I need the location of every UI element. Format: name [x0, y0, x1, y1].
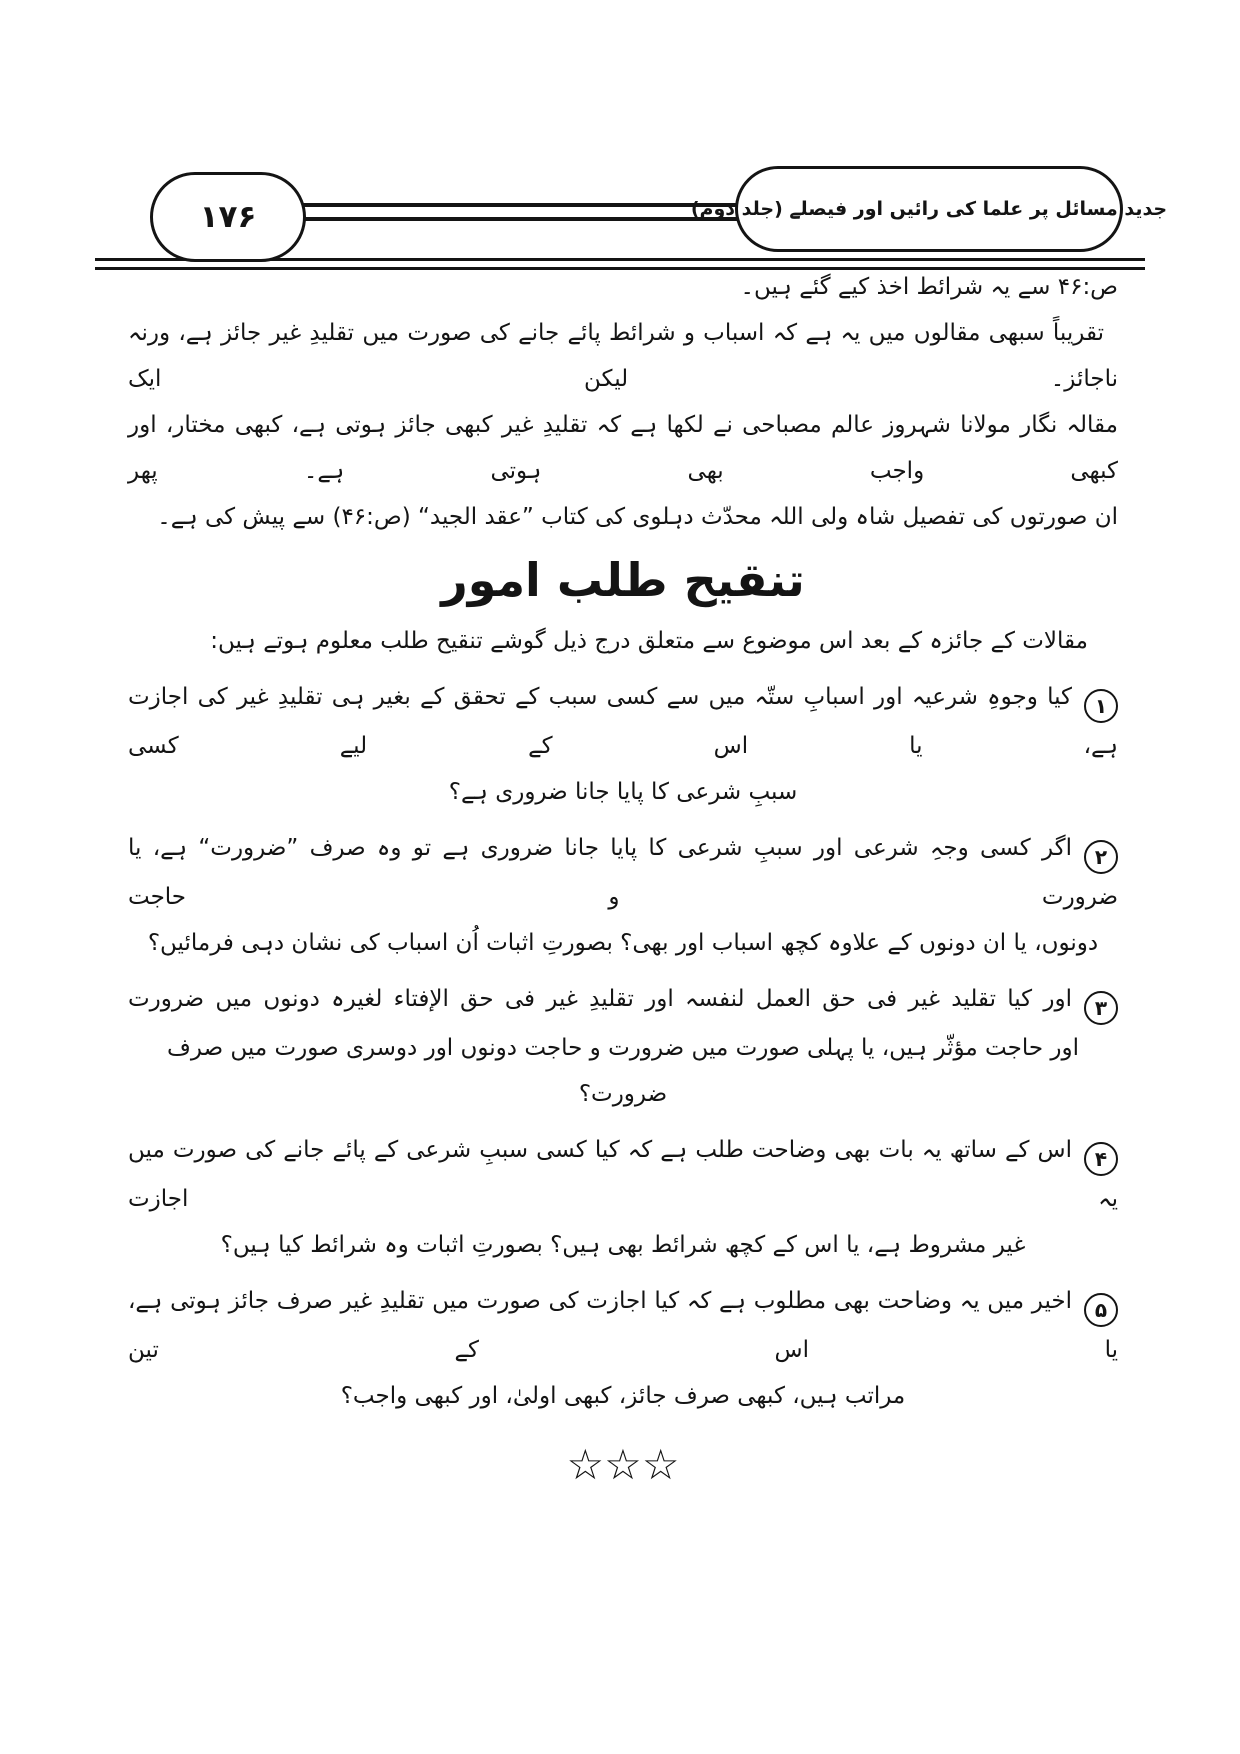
- point-text: اگر کسی وجہِ شرعی اور سببِ شرعی کا پایا جانا ضروری ہے تو وہ صرف ”ضرورت“ ہے، یا ضرورت و حاجت: [128, 835, 1118, 910]
- paragraph-line: تقریباً سبھی مقالوں میں یہ ہے کہ اسباب و شرائط پائے جانے کی صورت میں تقلیدِ غیر جائز ہے، ورنہ ناجائز۔ لیکن ایک: [128, 320, 1118, 392]
- point-text: اخیر میں یہ وضاحت بھی مطلوب ہے کہ کیا اجازت کی صورت میں تقلیدِ غیر صرف جائز ہوتی ہے، یا اس کے تین: [128, 1288, 1118, 1363]
- numbered-point: [128, 1127, 1118, 1268]
- paragraph-line: ان صورتوں کی تفصیل شاہ ولی اللہ محدّث دہلوی کی کتاب ”عقد الجید“ (ص:۴۶) سے پیش کی ہے۔: [157, 504, 1118, 530]
- point-text: کیا وجوہِ شرعیہ اور اسبابِ ستّہ میں سے کسی سبب کے تحقق کے بغیر ہی تقلیدِ غیر کی اجازت ہے، یا اس کے لیے کسی: [128, 684, 1118, 759]
- point-line-1: [128, 825, 1118, 920]
- point-number-badge: ۵: [1084, 1293, 1118, 1327]
- page-body: [128, 264, 1118, 1495]
- paragraph-line: مقالہ نگار مولانا شہروز عالم مصباحی نے لکھا ہے کہ تقلیدِ غیر کبھی جائز ہوتی ہے، کبھی مختار، اور کبھی واجب بھی ہوتی ہے۔ پھر: [128, 412, 1118, 484]
- page-number-badge: [150, 172, 306, 262]
- numbered-point: [128, 674, 1118, 815]
- point-line-1: [128, 1278, 1118, 1373]
- point-line-1: [128, 976, 1118, 1025]
- book-title: جدید مسائل پر علما کی رائیں اور فیصلے (جلد دوم): [690, 198, 1168, 220]
- point-line-2: غیر مشروط ہے، یا اس کے کچھ شرائط بھی ہیں؟ بصورتِ اثبات وہ شرائط کیا ہیں؟: [220, 1232, 1026, 1258]
- point-number-badge: ۳: [1084, 991, 1118, 1025]
- header-rule-connector: [296, 203, 740, 221]
- page-number: ۱۷۶: [199, 199, 257, 235]
- point-line-1: [128, 1127, 1118, 1222]
- intro-line: مقالات کے جائزہ کے بعد اس موضوع سے متعلق درج ذیل گوشے تنقیح طلب معلوم ہوتے ہیں:: [210, 628, 1088, 654]
- point-line-2: سببِ شرعی کا پایا جانا ضروری ہے؟: [448, 779, 798, 805]
- point-line-2: مراتب ہیں، کبھی صرف جائز، کبھی اولیٰ، اور کبھی واجب؟: [340, 1383, 906, 1409]
- opening-line: ص:۴۶ سے یہ شرائط اخذ کیے گئے ہیں۔: [740, 274, 1118, 300]
- star-ornament-icon: ☆☆☆: [566, 1440, 680, 1489]
- numbered-point: [128, 825, 1118, 966]
- point-number-badge: ۲: [1084, 840, 1118, 874]
- numbered-point: [128, 976, 1118, 1117]
- point-number-badge: ۱: [1084, 689, 1118, 723]
- point-text: اور کیا تقلید غیر فی حق العمل لنفسہ اور تقلیدِ غیر فی حق الإفتاء لغیرہ دونوں میں ضرورت: [128, 986, 1072, 1012]
- running-title-oval: [690, 166, 1168, 252]
- point-line-2: دونوں، یا ان دونوں کے علاوہ کچھ اسباب اور بھی؟ بصورتِ اثبات اُن اسباب کی نشان دہی فرمائیں؟: [147, 930, 1099, 956]
- point-line-1: [128, 674, 1118, 769]
- point-number-badge: ۴: [1084, 1142, 1118, 1176]
- point-text: اس کے ساتھ یہ بات بھی وضاحت طلب ہے کہ کیا کسی سببِ شرعی کے پائے جانے کی صورت میں یہ اجازت: [128, 1137, 1118, 1212]
- point-line-2: اور حاجت مؤثّر ہیں، یا پہلی صورت میں ضرورت و حاجت دونوں اور دوسری صورت میں صرف ضرورت؟: [167, 1035, 1079, 1107]
- section-heading: تنقیح طلب امور: [441, 553, 805, 607]
- numbered-point: [128, 1278, 1118, 1419]
